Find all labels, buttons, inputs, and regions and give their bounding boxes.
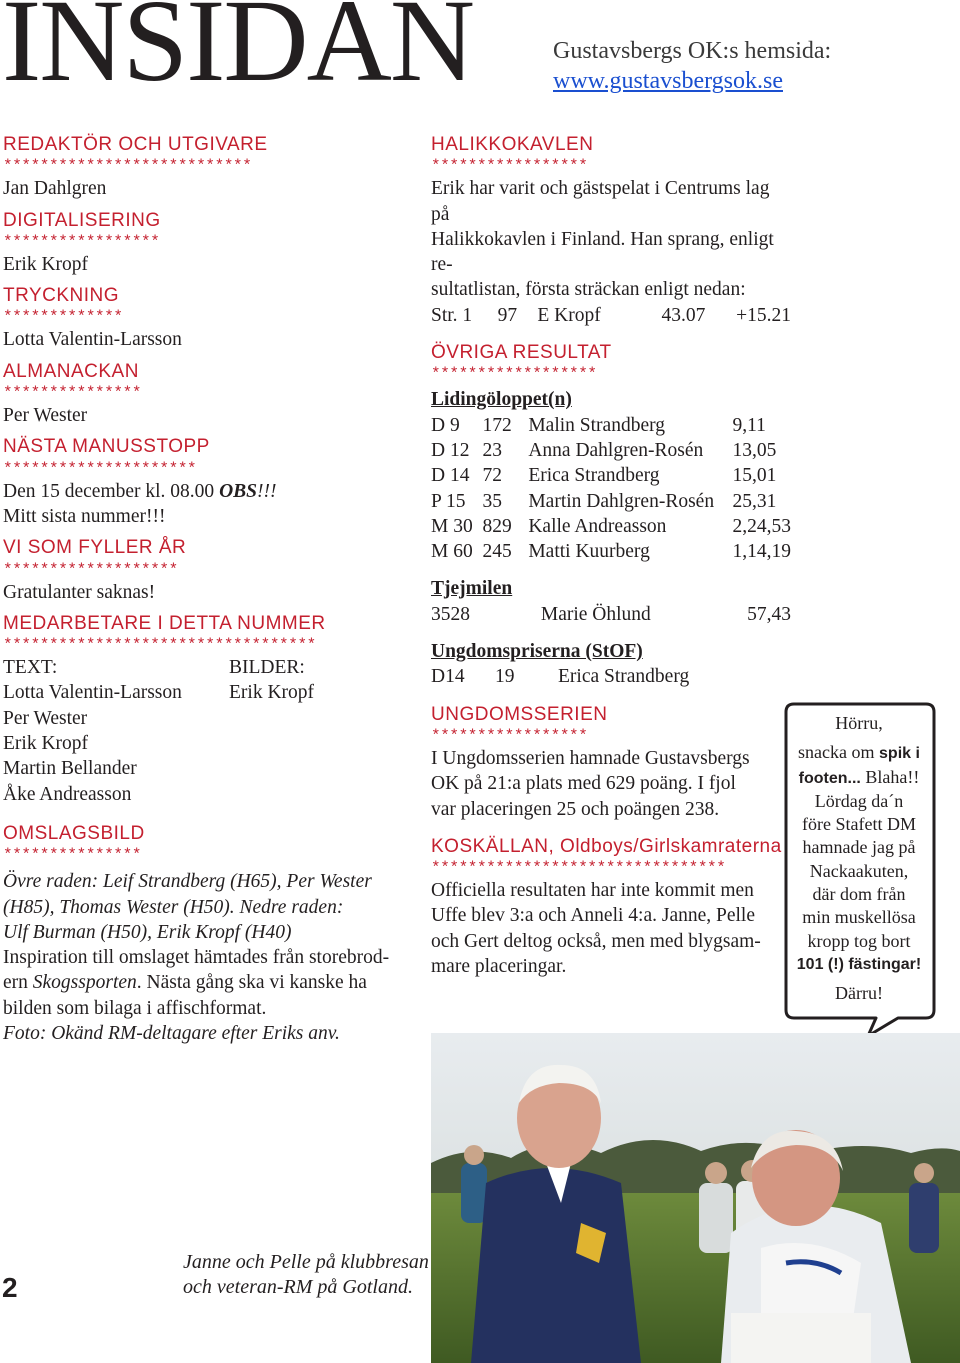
text-author: Erik Kropf (3, 733, 89, 755)
table-row (431, 514, 791, 539)
youth-text: OK på 21:a plats med 629 poäng. I fjol (431, 773, 736, 795)
deadline-note: Mitt sista nummer!!! (3, 505, 166, 527)
table-row (431, 463, 791, 488)
halikko-text: Halikkokavlen i Finland. Han sprang, enligt re- (431, 228, 774, 276)
editor-name: Jan Dahlgren (3, 178, 107, 200)
table-cell: 35 (482, 490, 503, 512)
table-cell: Anna Dahlgren-Rosén (528, 439, 704, 461)
tjej-table (431, 602, 791, 627)
text-author: Martin Bellander (3, 758, 137, 780)
photo-author: Erik Kropf (229, 682, 315, 704)
masthead-title: INSIDAN (2, 0, 474, 106)
table-row (431, 489, 791, 514)
table-cell: 829 (482, 515, 512, 537)
kosk-text: Officiella resultaten har inte kommit men (431, 880, 754, 902)
kosk-stars: ******************************** (431, 859, 726, 878)
digital-stars: ***************** (3, 232, 160, 251)
ungprize-table (431, 664, 689, 689)
table-cell: D 9 (431, 414, 460, 436)
table-row (431, 413, 791, 438)
table-row: D14 19 Erica Strandberg (431, 666, 690, 688)
cover-stars: *************** (3, 846, 142, 865)
print-heading: TRYCKNING (3, 285, 120, 307)
text-label: TEXT: (3, 657, 58, 679)
deadline-stars: ********************* (3, 459, 197, 478)
speech-bubble-text: Hörru, snacka om spik i footen... Blaha!! Lördag da´n före Stafett DM hamnade jag på Nackaakuten, där dom från min muskellösa kropp tog bort 101 (!) fästingar! Därru! (796, 713, 922, 1004)
halikko-heading: HALIKKOKAVLEN (431, 134, 594, 155)
deadline-excl: !!! (257, 480, 277, 502)
other-stars: ****************** (431, 365, 597, 384)
table-cell: Martin Dahlgren-Rosén (528, 490, 715, 512)
text-author: Åke Andreasson (3, 783, 132, 805)
lidingo-table (431, 413, 791, 565)
editor-stars: *************************** (3, 157, 252, 176)
kosk-text: och Gert deltog också, men med blygsam- (431, 930, 761, 952)
other-heading: ÖVRIGA RESULTAT (431, 342, 612, 364)
table-cell: 72 (482, 465, 503, 487)
staff-stars: ********************************** (3, 636, 316, 655)
photo-caption: Janne och Pelle på klubbresan och veteran-RM på Gotland. (183, 1251, 429, 1298)
site-label: Gustavsbergs OK:s hemsida: (553, 38, 832, 64)
bday-heading: VI SOM FYLLER ÅR (3, 537, 187, 559)
photo-credits (229, 655, 314, 807)
almanac-name: Per Wester (3, 405, 88, 427)
cover-heading: OMSLAGSBILD (3, 822, 145, 844)
tjej-title: Tjejmilen (431, 578, 513, 600)
lidingo-title: Lidingöloppet(n) (431, 389, 572, 411)
table-cell: 2,24,53 (732, 515, 791, 537)
table-cell: 245 (482, 541, 512, 563)
halikko-text: sultatlistan, första sträckan enligt nedan: (431, 279, 746, 301)
table-row (431, 438, 791, 463)
staff-credits (3, 655, 413, 807)
cover-line: Inspiration till omslaget hämtades från storebrod- (3, 947, 390, 969)
cover-photo-credit: Foto: Okänd RM-deltagare efter Eriks anv. (3, 1023, 340, 1045)
staff-heading: MEDARBETARE I DETTA NUMMER (3, 612, 326, 634)
table-cell: 172 (482, 414, 512, 436)
table-cell: 13,05 (732, 439, 777, 461)
text-credits (3, 655, 229, 807)
print-stars: ************* (3, 308, 123, 327)
deadline-line (3, 479, 413, 504)
cover-line: bilden som bilaga i affischformat. (3, 997, 267, 1019)
table-row: 3528 Marie Öhlund 57,43 (431, 603, 791, 625)
table-cell: D 12 (431, 439, 470, 461)
cover-line: (H85), Thomas Wester (H50). Nedre raden: (3, 896, 344, 918)
photo-label: BILDER: (229, 657, 305, 679)
table-cell: Erica Strandberg (528, 465, 660, 487)
photo-orienteers (431, 1033, 960, 1363)
page-number: 2 (2, 1272, 18, 1303)
table-cell: 15,01 (732, 465, 777, 487)
youth-text: I Ungdomsserien hamnade Gustavsbergs (431, 747, 750, 769)
table-row: Str. 1 97 E Kropf 43.07 +15.21 (431, 304, 791, 326)
left-column (3, 132, 413, 1046)
bday-stars: ******************* (3, 560, 178, 579)
bday-text: Gratulanter saknas! (3, 581, 156, 603)
cover-line: Övre raden: Leif Strandberg (H65), Per Wester (3, 871, 372, 893)
table-cell: Matti Kuurberg (528, 541, 650, 563)
editor-heading: REDAKTÖR OCH UTGIVARE (3, 134, 268, 155)
middle-column (431, 132, 791, 979)
table-cell: 1,14,19 (732, 541, 791, 563)
halikko-text: Erik har varit och gästspelat i Centrums lag på (431, 178, 770, 225)
kosk-heading: KOSKÄLLAN, Oldboys/Girlskamraterna (431, 835, 782, 857)
table-cell: Kalle Andreasson (528, 515, 667, 537)
table-cell: D 14 (431, 465, 470, 487)
text-author: Per Wester (3, 707, 88, 729)
table-cell: M 30 (431, 515, 473, 537)
site-link[interactable]: www.gustavsbergsok.se (553, 68, 783, 94)
kosk-text: mare placeringar. (431, 956, 567, 978)
halikko-stars: ***************** (431, 157, 588, 176)
table-cell: M 60 (431, 541, 473, 563)
youth-heading: UNGDOMSSERIEN (431, 703, 608, 725)
almanac-stars: *************** (3, 384, 142, 403)
table-cell: 23 (482, 439, 503, 461)
print-name: Lotta Valentin-Larsson (3, 329, 182, 351)
kosk-text: Uffe blev 3:a och Anneli 4:a. Janne, Pelle (431, 905, 756, 927)
deadline-text: Den 15 december kl. 08.00 (3, 480, 215, 502)
cover-line: ern Skogssporten. Nästa gång ska vi kanske ha (3, 972, 367, 994)
table-cell: 9,11 (732, 414, 766, 436)
table-cell: Malin Strandberg (528, 414, 665, 436)
deadline-obs: OBS (219, 480, 257, 502)
halikko-result (431, 303, 791, 328)
table-row (431, 539, 791, 564)
ungprize-title: Ungdomspriserna (StOF) (431, 641, 643, 663)
digital-name: Erik Kropf (3, 253, 89, 275)
text-author: Lotta Valentin-Larsson (3, 682, 182, 704)
digital-heading: DIGITALISERING (3, 209, 161, 231)
cover-line: Ulf Burman (H50), Erik Kropf (H40) (3, 921, 292, 943)
youth-stars: ***************** (431, 726, 588, 745)
deadline-heading: NÄSTA MANUSSTOPP (3, 436, 210, 458)
table-cell: 25,31 (732, 490, 777, 512)
almanac-heading: ALMANACKAN (3, 360, 139, 382)
youth-text: var placeringen 25 och poängen 238. (431, 798, 720, 820)
table-cell: P 15 (431, 490, 466, 512)
